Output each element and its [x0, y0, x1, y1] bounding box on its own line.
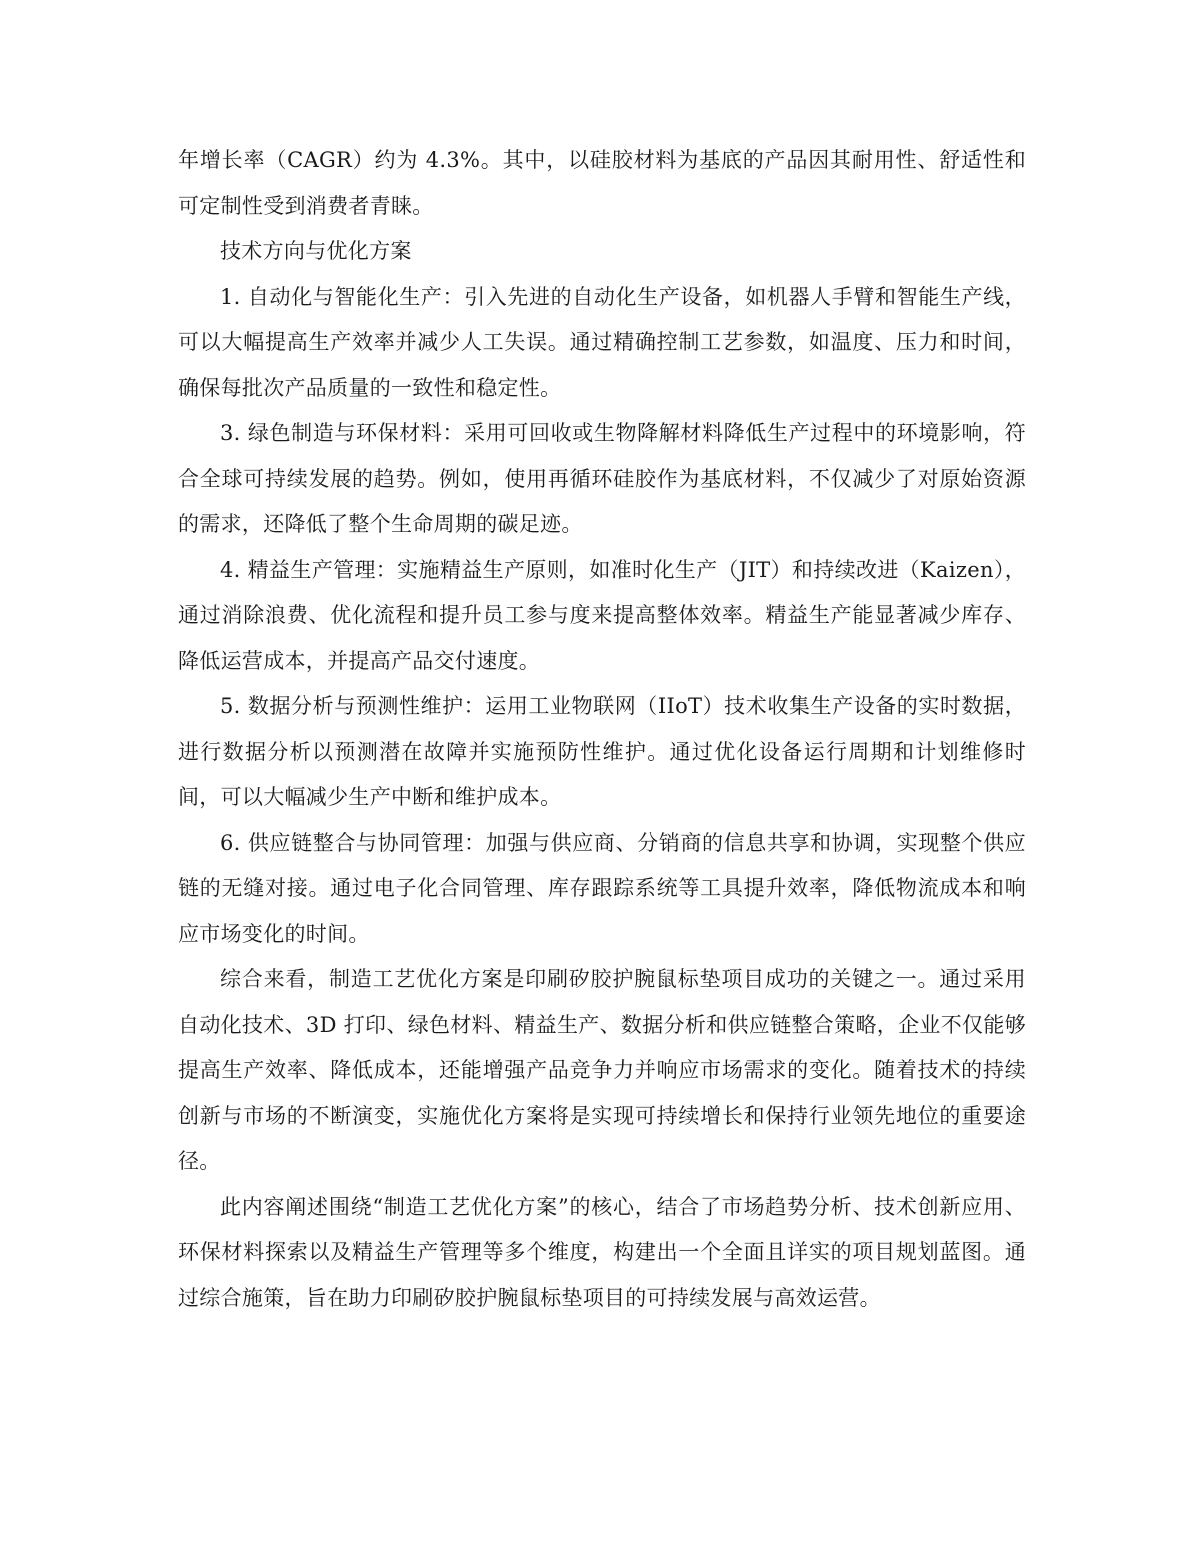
paragraph-item-5-data-analysis: 5. 数据分析与预测性维护：运用工业物联网（IIoT）技术收集生产设备的实时数据，进行数据分析以预测潜在故障并实施预防性维护。通过优化设备运行周期和计划维修时间，可以大幅减少生产中断和维护成本。	[178, 694, 1026, 809]
paragraph-item-3-green-manufacturing: 3. 绿色制造与环保材料：采用可回收或生物降解材料降低生产过程中的环境影响，符合全球可持续发展的趋势。例如，使用再循环硅胶作为基底材料，不仅减少了对原始资源的需求，还降低了整个生命周期的碳足迹。	[178, 421, 1026, 536]
paragraph-cagr-continuation: 年增长率（CAGR）约为 4.3%。其中，以硅胶材料为基底的产品因其耐用性、舒适性和可定制性受到消费者青睐。	[178, 148, 1026, 218]
document-body	[178, 138, 1026, 1321]
paragraph-closing-note: 此内容阐述围绕“制造工艺优化方案”的核心，结合了市场趋势分析、技术创新应用、环保材料探索以及精益生产管理等多个维度，构建出一个全面且详实的项目规划蓝图。通过综合施策，旨在助力印刷矽胶护腕鼠标垫项目的可持续发展与高效运营。	[178, 1194, 1026, 1310]
paragraph-item-4-lean-production: 4. 精益生产管理：实施精益生产原则，如准时化生产（JIT）和持续改进（Kaizen），通过消除浪费、优化流程和提升员工参与度来提高整体效率。精益生产能显著减少库存、降低运营成本，并提高产品交付速度。	[178, 557, 1026, 673]
paragraph-item-6-supply-chain: 6. 供应链整合与协同管理：加强与供应商、分销商的信息共享和协调，实现整个供应链的无缝对接。通过电子化合同管理、库存跟踪系统等工具提升效率，降低物流成本和响应市场变化的时间。	[178, 830, 1026, 946]
paragraph-item-1-automation: 1. 自动化与智能化生产：引入先进的自动化生产设备，如机器人手臂和智能生产线，可以大幅提高生产效率并减少人工失误。通过精确控制工艺参数，如温度、压力和时间，确保每批次产品质量的一致性和稳定性。	[178, 284, 1026, 400]
section-heading-tech-direction: 技术方向与优化方案	[220, 239, 412, 263]
paragraph-summary: 综合来看，制造工艺优化方案是印刷矽胶护腕鼠标垫项目成功的关键之一。通过采用自动化技术、3D 打印、绿色材料、精益生产、数据分析和供应链整合策略，企业不仅能够提高生产效率、降低成本，还能增强产品竞争力并响应市场需求的变化。随着技术的持续创新与市场的不断演变，实施优化方案将是实现可持续增长和保持行业领先地位的重要途径。	[178, 967, 1026, 1173]
